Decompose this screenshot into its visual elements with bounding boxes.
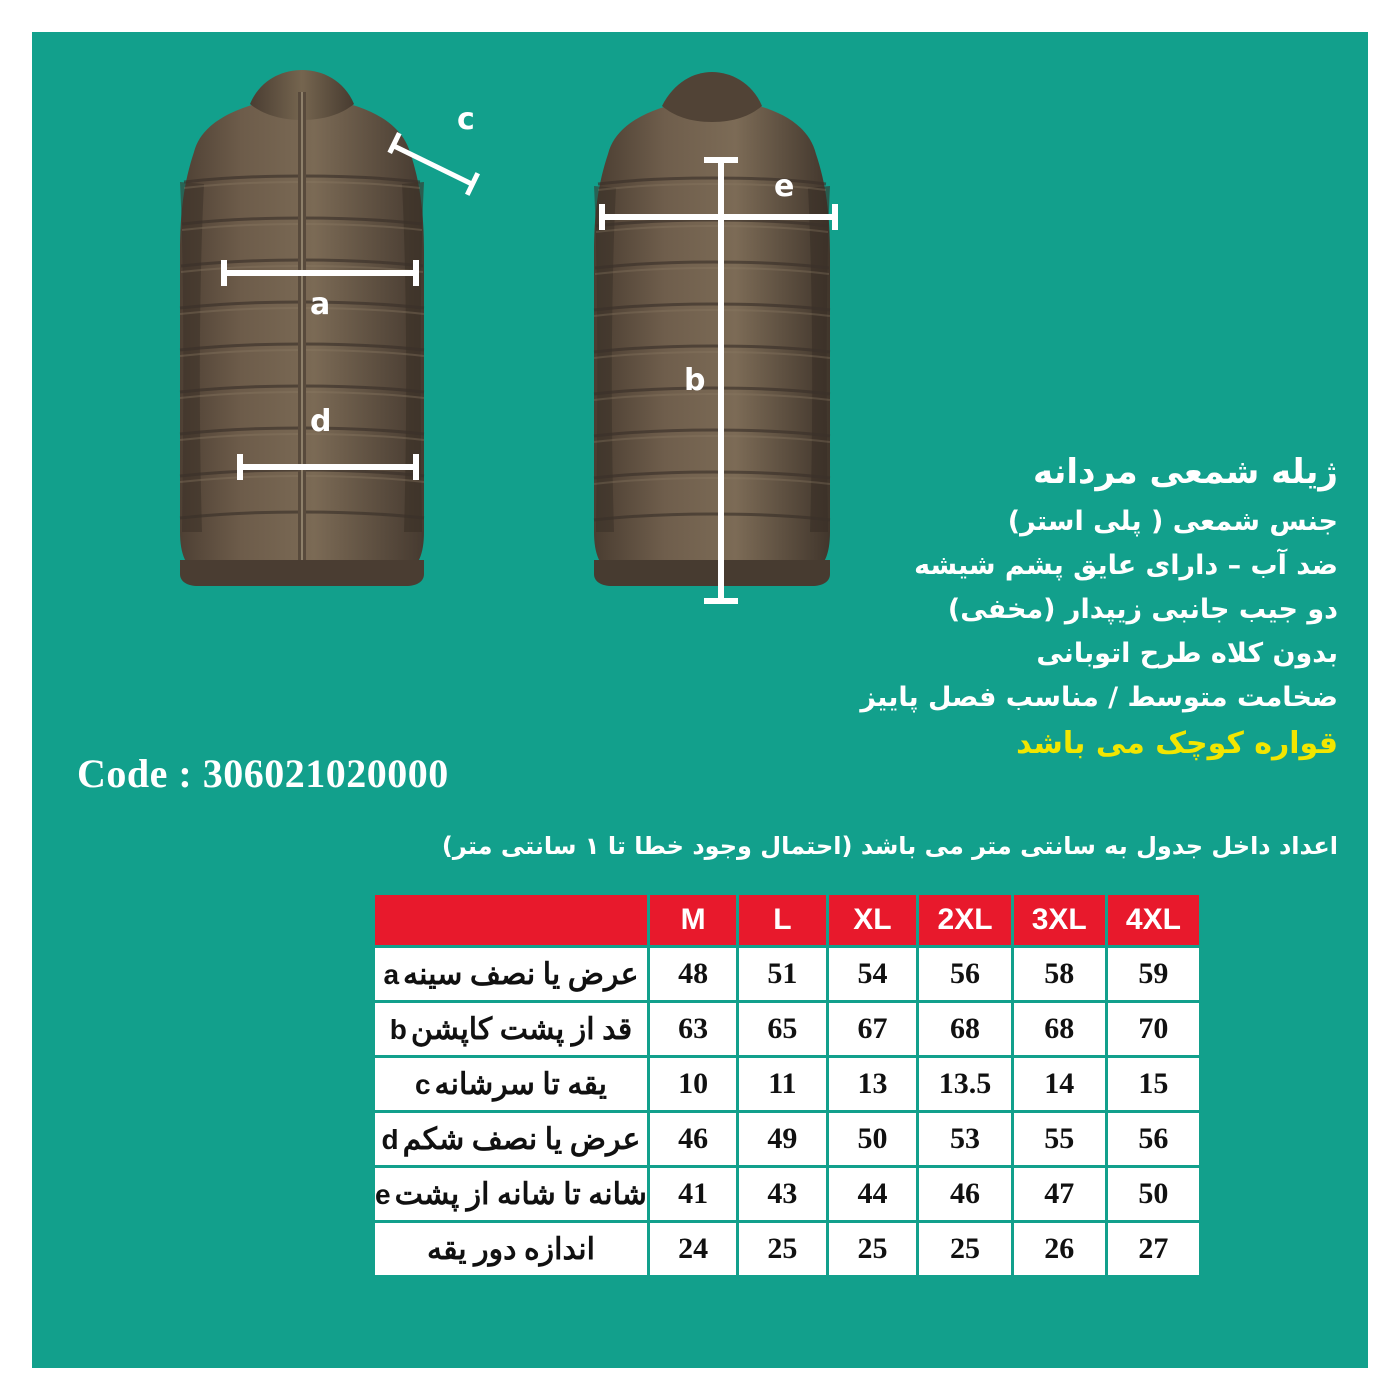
row-label-collar-text: اندازه دور یقه [427, 1232, 595, 1266]
cell-collar-4xl: 27 [1106, 1222, 1200, 1277]
cell-d-l: 49 [738, 1112, 827, 1167]
cell-c-2xl: 13.5 [918, 1057, 1012, 1112]
product-title: ژیله شمعی مردانه [1032, 452, 1338, 492]
size-header-4xl: 4XL [1106, 894, 1200, 947]
marker-e-line [599, 214, 838, 220]
cell-a-3xl: 58 [1012, 947, 1106, 1002]
cell-b-3xl: 68 [1012, 1002, 1106, 1057]
cell-c-3xl: 14 [1012, 1057, 1106, 1112]
row-label-d-text: عرض یا نصف شکم [402, 1122, 641, 1156]
row-label-a-text: عرض یا نصف سینه [403, 957, 639, 991]
cell-c-xl: 13 [827, 1057, 918, 1112]
cell-b-2xl: 68 [918, 1002, 1012, 1057]
marker-e-cap-right [832, 204, 838, 230]
cell-d-m: 46 [648, 1112, 737, 1167]
row-label-d [374, 1112, 649, 1167]
marker-e-label: e [774, 169, 795, 204]
feature-material: جنس شمعی ( پلی استر) [1007, 506, 1338, 537]
cell-c-l: 11 [738, 1057, 827, 1112]
cell-e-xl: 44 [827, 1167, 918, 1222]
measure-header-blank [374, 894, 649, 947]
cell-collar-2xl: 25 [918, 1222, 1012, 1277]
cell-collar-3xl: 26 [1012, 1222, 1106, 1277]
cell-c-4xl: 15 [1106, 1057, 1200, 1112]
cell-e-m: 41 [648, 1167, 737, 1222]
row-key-a: a [383, 958, 400, 990]
marker-a-cap-right [413, 260, 419, 286]
marker-a-line [221, 270, 419, 276]
cell-d-4xl: 56 [1106, 1112, 1200, 1167]
cell-b-4xl: 70 [1106, 1002, 1200, 1057]
marker-d-label: d [310, 404, 332, 439]
row-key-b: b [389, 1013, 407, 1045]
cell-d-3xl: 55 [1012, 1112, 1106, 1167]
row-key-e: e [375, 1178, 391, 1210]
row-label-collar [374, 1222, 649, 1277]
row-label-c [374, 1057, 649, 1112]
cell-a-l: 51 [738, 947, 827, 1002]
cell-a-m: 48 [648, 947, 737, 1002]
marker-c-label: c [457, 102, 475, 137]
marker-d-cap-left [237, 454, 243, 480]
marker-a-cap-left [221, 260, 227, 286]
size-header-xl: XL [827, 894, 918, 947]
feature-hood: بدون کلاه طرح اتوبانی [1036, 638, 1338, 669]
row-key-c: c [414, 1068, 431, 1100]
marker-b-label: b [684, 363, 706, 398]
cell-e-4xl: 50 [1106, 1167, 1200, 1222]
row-label-b [374, 1002, 649, 1057]
cell-e-l: 43 [738, 1167, 827, 1222]
size-header-2xl: 2XL [918, 894, 1012, 947]
marker-b-cap-top [704, 157, 738, 163]
cell-b-m: 63 [648, 1002, 737, 1057]
marker-d-cap-right [413, 454, 419, 480]
size-header-l: L [738, 894, 827, 947]
feature-pockets: دو جیب جانبی زیپدار (مخفی) [947, 594, 1338, 625]
cell-a-2xl: 56 [918, 947, 1012, 1002]
product-description [618, 452, 1338, 761]
row-label-e [374, 1167, 649, 1222]
row-label-e-text: شانه تا شانه از پشت [394, 1177, 647, 1211]
size-chart-sheet [32, 32, 1368, 1368]
cell-c-m: 10 [648, 1057, 737, 1112]
table-header-row [374, 894, 1201, 947]
table-row [374, 1222, 1201, 1277]
marker-a-label: a [310, 287, 331, 322]
table-row [374, 1112, 1201, 1167]
feature-thickness: ضخامت متوسط / مناسب فصل پاییز [860, 682, 1338, 713]
cell-a-xl: 54 [827, 947, 918, 1002]
cell-collar-m: 24 [648, 1222, 737, 1277]
size-header-3xl: 3XL [1012, 894, 1106, 947]
cell-collar-l: 25 [738, 1222, 827, 1277]
fit-highlight: قواره کوچک می باشد [1016, 726, 1338, 761]
vest-front-image [132, 62, 472, 612]
cell-b-xl: 67 [827, 1002, 918, 1057]
row-label-a [374, 947, 649, 1002]
feature-waterproof: ضد آب – دارای عایق پشم شیشه [914, 550, 1338, 581]
table-row [374, 1057, 1201, 1112]
marker-d-line [237, 464, 419, 470]
cell-e-2xl: 46 [918, 1167, 1012, 1222]
cell-a-4xl: 59 [1106, 947, 1200, 1002]
measurement-note: اعداد داخل جدول به سانتی متر می باشد (احتمال وجود خطا تا ۱ سانتی متر) [441, 832, 1338, 860]
product-code: Code : 306021020000 [77, 751, 449, 796]
cell-collar-xl: 25 [827, 1222, 918, 1277]
cell-e-3xl: 47 [1012, 1167, 1106, 1222]
size-table [372, 892, 1202, 1278]
row-key-d: d [381, 1123, 399, 1155]
size-header-m: M [648, 894, 737, 947]
cell-d-xl: 50 [827, 1112, 918, 1167]
cell-b-l: 65 [738, 1002, 827, 1057]
row-label-b-text: قد از پشت کاپشن [410, 1012, 633, 1046]
table-row [374, 1002, 1201, 1057]
cell-d-2xl: 53 [918, 1112, 1012, 1167]
marker-e-cap-left [599, 204, 605, 230]
row-label-c-text: یقه تا سرشانه [434, 1067, 608, 1101]
table-row [374, 1167, 1201, 1222]
table-row [374, 947, 1201, 1002]
